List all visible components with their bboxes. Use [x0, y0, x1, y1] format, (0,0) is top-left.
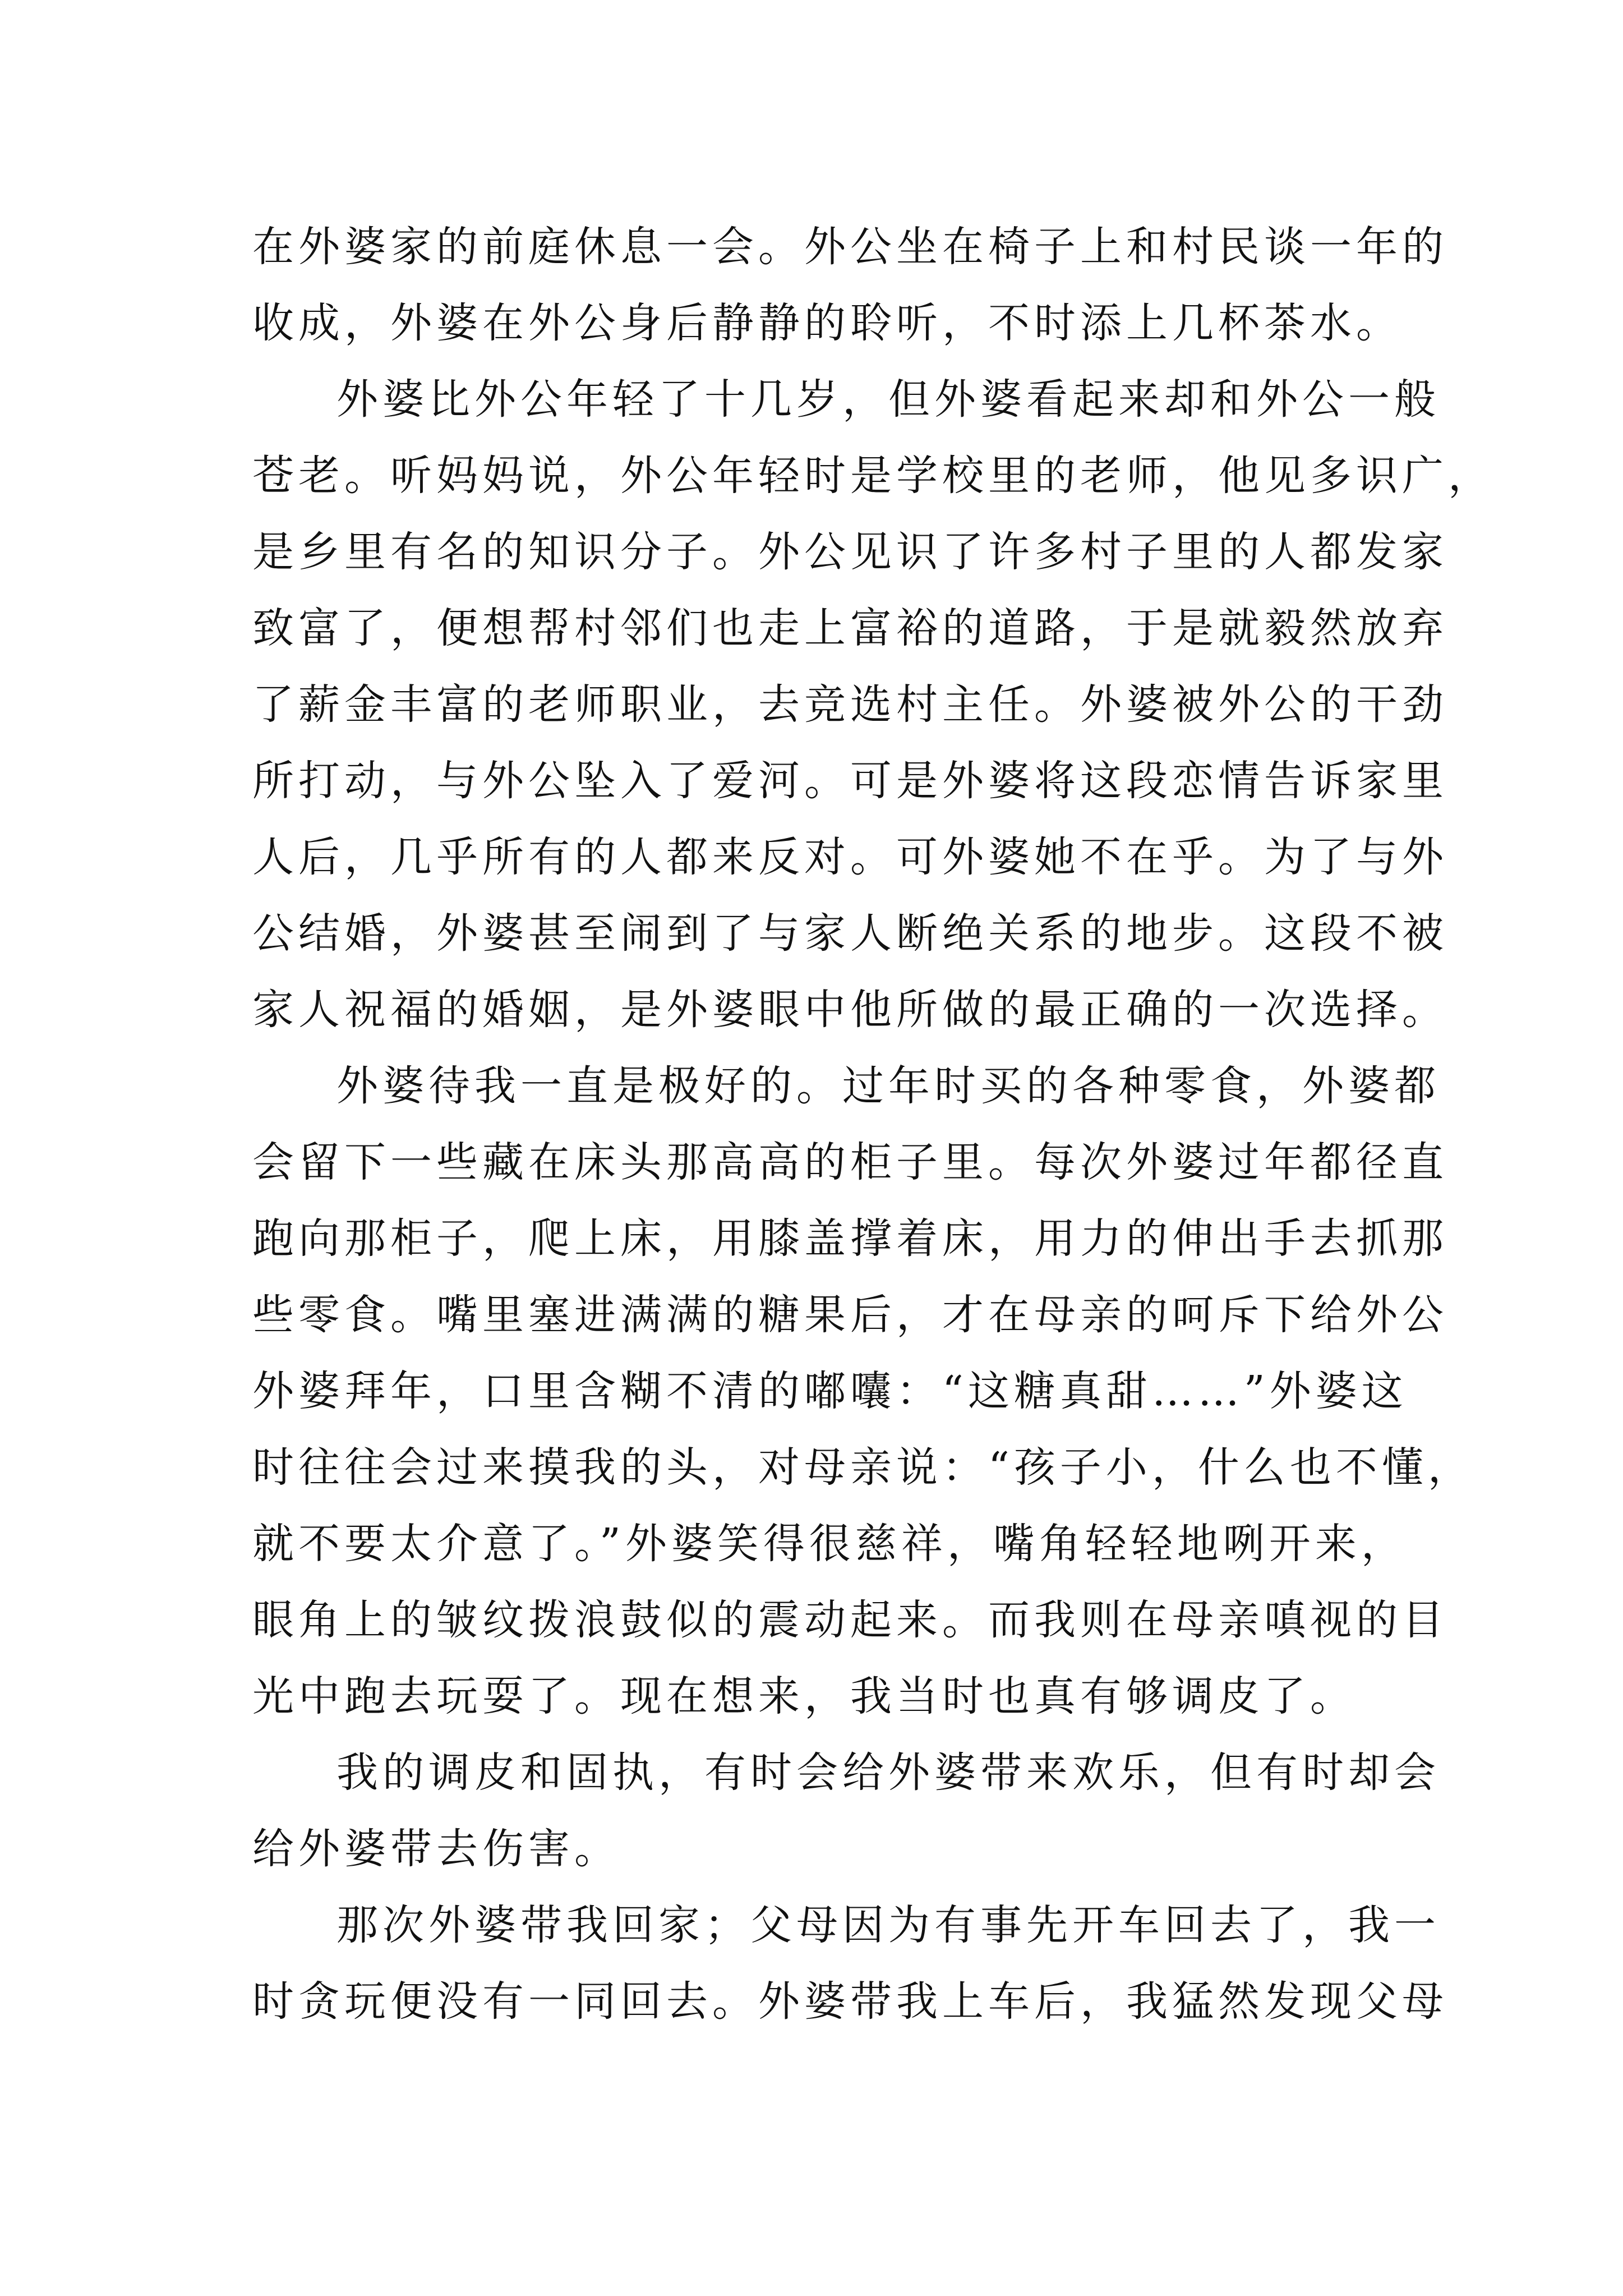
text-line: 公结婚，外婆甚至闹到了与家人断绝关系的地步。这段不被 — [252, 909, 1448, 958]
text-line: 眼角上的皱纹拨浪鼓似的震动起来。而我则在母亲嗔视的目 — [252, 1596, 1448, 1644]
text-line: 收成，外婆在外公身后静静的聆听，不时添上几杯茶水。 — [252, 299, 1402, 347]
text-line: 跑向那柜子，爬上床，用膝盖撑着床，用力的伸出手去抓那 — [252, 1214, 1448, 1263]
text-line: 时往往会过来摸我的头，对母亲说：“孩子小，什么也不懂， — [252, 1443, 1474, 1492]
text-line: 外婆拜年，口里含糊不清的嘟囔：“这糖真甜……”外婆这 — [252, 1367, 1408, 1415]
text-line: 人后，几乎所有的人都来反对。可外婆她不在乎。为了与外 — [252, 833, 1448, 881]
paragraph-start-line: 外婆比外公年轻了十几岁，但外婆看起来却和外公一般 — [336, 375, 1440, 424]
text-line: 光中跑去玩耍了。现在想来，我当时也真有够调皮了。 — [252, 1672, 1356, 1720]
text-line: 会留下一些藏在床头那高高的柜子里。每次外婆过年都径直 — [252, 1138, 1448, 1186]
text-line: 是乡里有名的知识分子。外公见识了许多村子里的人都发家 — [252, 528, 1448, 576]
paragraph-start-line: 那次外婆带我回家；父母因为有事先开车回去了，我一 — [336, 1901, 1440, 1949]
text-line: 些零食。嘴里塞进满满的糖果后，才在母亲的呵斥下给外公 — [252, 1291, 1448, 1339]
paragraph-start-line: 我的调皮和固执，有时会给外婆带来欢乐，但有时却会 — [336, 1749, 1440, 1797]
text-line: 苍老。听妈妈说，外公年轻时是学校里的老师，他见多识广， — [252, 452, 1494, 500]
text-line: 家人祝福的婚姻，是外婆眼中他所做的最正确的一次选择。 — [252, 986, 1448, 1034]
text-line: 在外婆家的前庭休息一会。外公坐在椅子上和村民谈一年的 — [252, 223, 1448, 271]
text-line: 致富了，便想帮村邻们也走上富裕的道路，于是就毅然放弃 — [252, 604, 1448, 652]
text-line: 就不要太介意了。”外婆笑得很慈祥，嘴角轻轻地咧开来， — [252, 1520, 1407, 1568]
paragraph-start-line: 外婆待我一直是极好的。过年时买的各种零食，外婆都 — [336, 1062, 1440, 1110]
text-line: 所打动，与外公坠入了爱河。可是外婆将这段恋情告诉家里 — [252, 757, 1448, 805]
text-line: 了薪金丰富的老师职业，去竞选村主任。外婆被外公的干劲 — [252, 680, 1448, 729]
text-line: 给外婆带去伤害。 — [252, 1825, 620, 1873]
text-line: 时贪玩便没有一同回去。外婆带我上车后，我猛然发现父母 — [252, 1977, 1448, 2026]
